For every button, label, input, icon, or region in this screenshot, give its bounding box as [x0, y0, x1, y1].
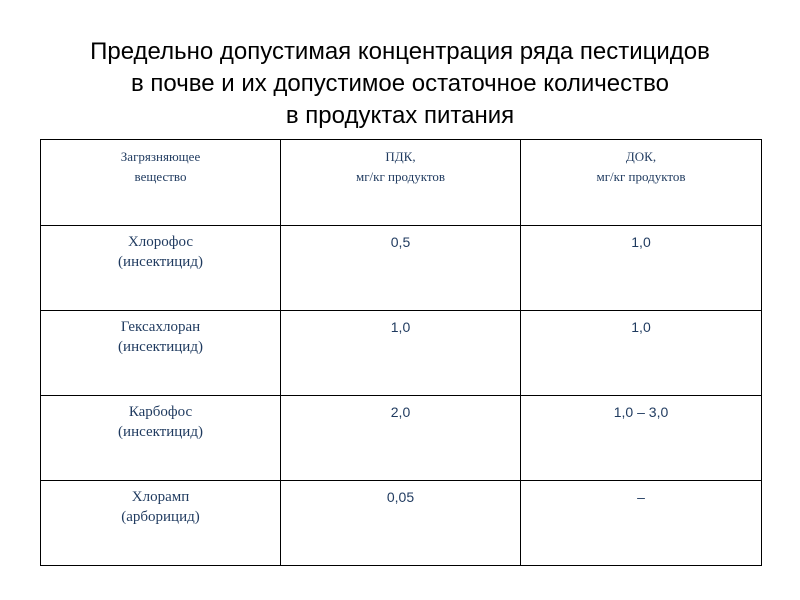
- substance-type: (инсектицид): [118, 424, 203, 440]
- header-substance: [41, 140, 281, 226]
- title-line-3: в продуктах питания: [285, 102, 515, 129]
- dok-cell: 1,0: [521, 311, 762, 396]
- table-row: [41, 311, 762, 396]
- substance-cell: [41, 311, 281, 396]
- slide-title: [0, 36, 800, 132]
- substance-cell: [41, 396, 281, 481]
- header-substance-line1: Загрязняющее: [120, 149, 201, 164]
- title-line-1: Предельно допустимая концентрация ряда пестицидов: [90, 38, 710, 65]
- header-pdk: [281, 140, 521, 226]
- pdk-cell: 0,5: [281, 226, 521, 311]
- table-row: [41, 481, 762, 566]
- header-substance-line2: вещество: [134, 169, 187, 184]
- pdk-cell: 1,0: [281, 311, 521, 396]
- header-pdk-line1: ПДК,: [385, 149, 416, 164]
- substance-type: (арборицид): [121, 509, 200, 525]
- substance-cell: [41, 226, 281, 311]
- header-dok-line1: ДОК,: [625, 149, 657, 164]
- substance-name: Хлорофос: [127, 234, 194, 250]
- table-row: [41, 226, 762, 311]
- substance-type: (инсектицид): [118, 339, 203, 355]
- header-dok-line2: мг/кг продуктов: [596, 169, 686, 184]
- substance-name: Хлорамп: [131, 489, 190, 505]
- table-row: [41, 396, 762, 481]
- substance-cell: [41, 481, 281, 566]
- substance-name: Карбофос: [128, 404, 193, 420]
- dok-cell: 1,0 – 3,0: [521, 396, 762, 481]
- dok-cell: –: [521, 481, 762, 566]
- pdk-cell: 2,0: [281, 396, 521, 481]
- substance-type: (инсектицид): [118, 254, 203, 270]
- dok-cell: 1,0: [521, 226, 762, 311]
- pdk-cell: 0,05: [281, 481, 521, 566]
- substance-name: Гексахлоран: [120, 319, 201, 335]
- header-pdk-line2: мг/кг продуктов: [355, 169, 446, 184]
- title-line-2: в почве и их допустимое остаточное количество: [131, 70, 669, 97]
- pesticide-table: [40, 139, 762, 566]
- header-dok: [521, 140, 762, 226]
- table-header-row: [41, 140, 762, 226]
